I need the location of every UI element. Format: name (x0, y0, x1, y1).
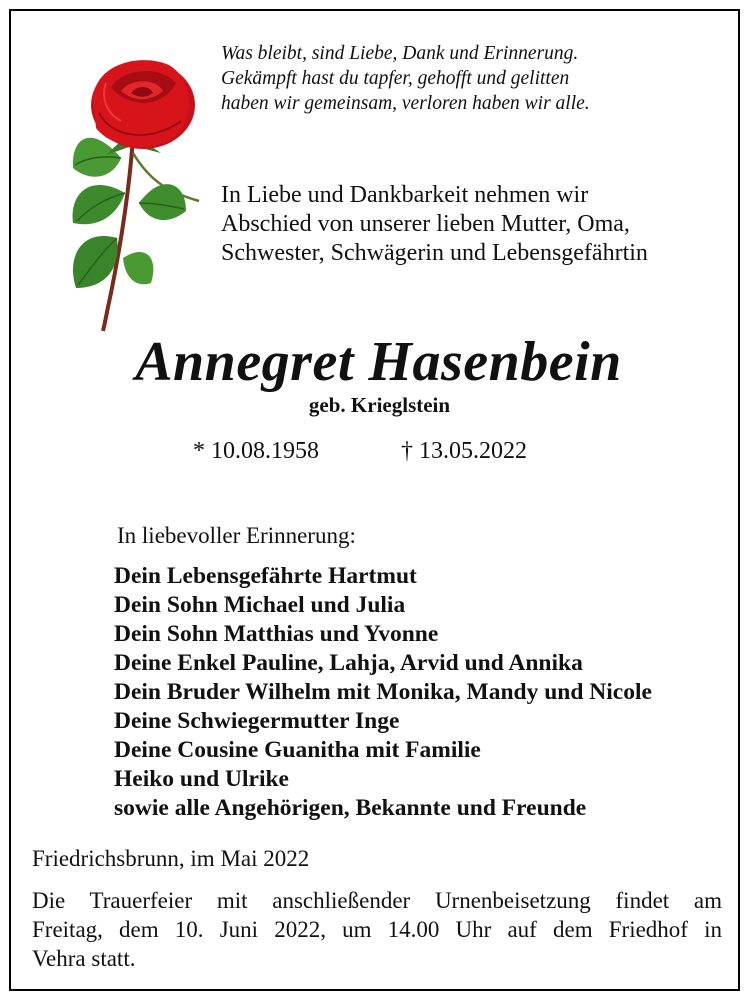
birth-date: * 10.08.1958 (193, 438, 319, 464)
death-date: † 13.05.2022 (401, 438, 527, 464)
list-item: Deine Enkel Pauline, Lahja, Arvid und Annika (114, 650, 583, 676)
list-item: Heiko und Ulrike (114, 766, 289, 792)
intro-text (221, 181, 736, 268)
obituary-notice (9, 9, 740, 991)
service-info (32, 886, 722, 973)
quote-line: Was bleibt, sind Liebe, Dank und Erinnerung. (221, 43, 579, 64)
list-item: Dein Sohn Michael und Julia (114, 592, 406, 618)
intro-line: Abschied von unserer lieben Mutter, Oma, (221, 211, 630, 237)
deceased-name: Annegret Hasenbein (135, 331, 622, 393)
list-item: Dein Sohn Matthias und Yvonne (114, 621, 439, 647)
maiden-name: geb. Krieglstein (308, 393, 451, 417)
list-item: Deine Schwiegermutter Inge (114, 708, 400, 734)
service-line: Die Trauerfeier mit anschließender Urnenbeisetzung findet am (32, 888, 722, 913)
red-rose-icon (51, 43, 211, 333)
list-item: Deine Cousine Guanitha mit Familie (114, 737, 481, 763)
list-item: Dein Lebensgefährte Hartmut (114, 563, 417, 589)
intro-line: Schwester, Schwägerin und Lebensgefährtin (221, 240, 648, 266)
intro-line: In Liebe und Dankbarkeit nehmen wir (221, 182, 589, 208)
list-item: Dein Bruder Wilhelm mit Monika, Mandy und Nicole (114, 679, 652, 705)
list-item: sowie alle Angehörigen, Bekannte und Freunde (114, 795, 587, 821)
memory-label: In liebevoller Erinnerung: (117, 523, 356, 548)
service-line: Vehra statt. (32, 946, 136, 971)
quote-line: Gekämpft hast du tapfer, gehofft und gelitten (221, 68, 570, 89)
quote-block (221, 41, 731, 116)
service-line: Freitag, dem 10. Juni 2022, um 14.00 Uhr auf dem Friedhof in (32, 917, 722, 942)
mourners-list (114, 562, 739, 823)
quote-line: haben wir gemeinsam, verloren haben wir alle. (221, 93, 590, 114)
place-and-date: Friedrichsbrunn, im Mai 2022 (32, 846, 310, 871)
